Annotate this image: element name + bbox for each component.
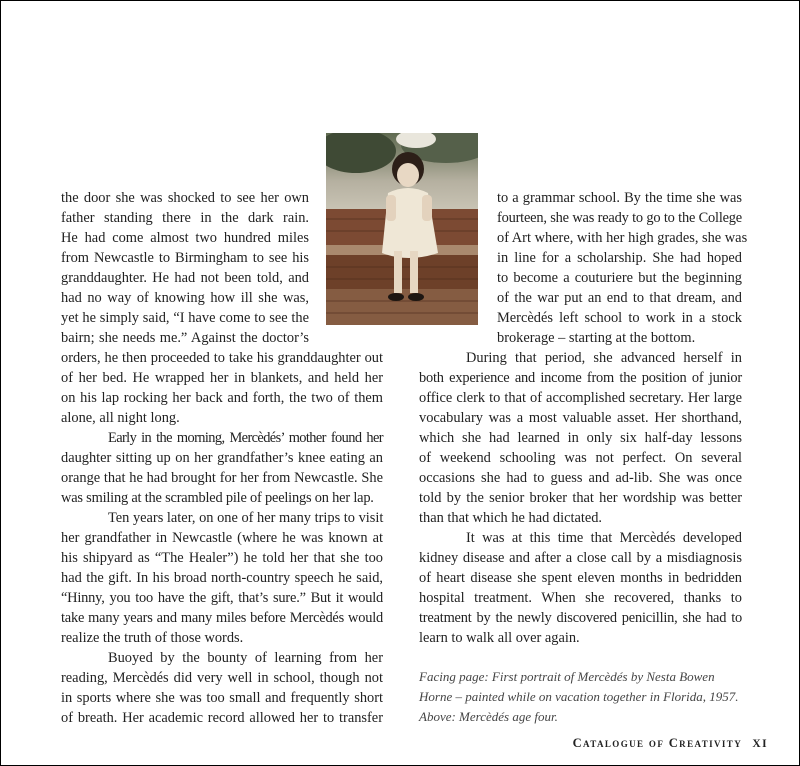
text-line: fourteen, she was ready to go to the College xyxy=(497,210,742,226)
photo-girl-age-four xyxy=(326,133,478,325)
text-line: than that which he had dictated. xyxy=(419,510,603,526)
paragraph-start: Early in the morning, Mercèdés’ mother found her xyxy=(108,430,383,446)
paragraph-start: It was at this time that Mercèdés developed xyxy=(466,530,742,546)
text-line: to become a couturiere but the beginning xyxy=(497,270,742,286)
text-line: alone, all night long. xyxy=(61,410,180,426)
text-line: of her bed. He wrapped her in blankets, and held her xyxy=(61,370,383,386)
text-line: vocabulary was a most valuable asset. Her shorthand, xyxy=(419,410,742,426)
text-line: granddaughter. He had not been told, and xyxy=(61,270,309,286)
page-footer xyxy=(573,736,768,751)
text-line: to a grammar school. By the time she was xyxy=(497,190,742,206)
text-line: occasions she had to guess and ad-lib. She was once xyxy=(419,470,742,486)
caption-line: Above: Mercèdés age four. xyxy=(419,709,558,724)
text-line: yet he simply said, “I have come to see the xyxy=(61,310,309,326)
text-line: told by the senior broker that her wordship was better xyxy=(419,490,742,506)
text-line: from Newcastle to Birmingham to see his xyxy=(61,250,309,266)
text-line: take many years and many miles before Mercèdés would xyxy=(61,610,383,626)
text-line: learn to walk all over again. xyxy=(419,630,580,646)
text-line: of breath. Her academic record allowed her to transfer xyxy=(61,710,383,726)
text-line: both experience and income from the position of junior xyxy=(419,370,742,386)
text-line: of heart disease she spent eleven months in bedridden xyxy=(419,570,742,586)
text-line: office clerk to that of accomplished secretary. Her large xyxy=(419,390,742,406)
text-line: “Hinny, you too have the gift, that’s sure.” But it would xyxy=(61,590,383,606)
text-line: of Art where, with her high grades, she was xyxy=(497,230,748,246)
book-title: Catalogue of Creativity xyxy=(572,736,743,750)
paragraph-start: Buoyed by the bounty of learning from her xyxy=(108,650,383,666)
caption-line: Facing page: First portrait of Mercèdés by Nesta Bowen xyxy=(419,669,715,684)
text-line: bairn; she needs me.” Against the doctor’s xyxy=(61,330,309,346)
text-line: his shipyard as “The Healer”) he told her that she too xyxy=(61,550,383,566)
text-line: daughter sitting up on her grandfather’s knee eating an xyxy=(61,450,383,466)
text-line: had the gift. In his broad north-country speech he said, xyxy=(61,570,383,586)
text-line: realize the truth of those words. xyxy=(61,630,244,646)
text-line: brokerage – starting at the bottom. xyxy=(497,330,696,346)
text-line: of weekend schooling was not perfect. On several xyxy=(419,450,742,466)
text-line: the door she was shocked to see her own xyxy=(61,190,309,206)
text-line: treatment by the newly discovered penicillin, she had to xyxy=(419,610,742,626)
text-line: orange that he had brought for her from Newcastle. She xyxy=(61,470,383,486)
text-line: Mercèdés left school to work in a stock xyxy=(497,310,742,326)
text-line: in sports where she was too small and frequently short xyxy=(61,690,383,706)
text-line: reading, Mercèdés did very well in school, though not xyxy=(61,670,383,686)
text-line: her grandfather in Newcastle (where he was known at xyxy=(61,530,383,546)
page-number: XI xyxy=(752,738,768,750)
text-line: which she had learned in only six half-day lessons xyxy=(419,430,742,446)
paragraph-start: Ten years later, on one of her many trips to visit xyxy=(108,510,384,526)
text-line: on his lap rocking her back and forth, the two of them xyxy=(61,390,383,406)
text-line: had no way of knowing how ill she was, xyxy=(61,290,309,306)
text-line: in line for a scholarship. She had hoped xyxy=(497,250,742,266)
text-line: was smiling at the scrambled pile of peelings on her lap. xyxy=(61,490,374,506)
text-line: father standing there in the dark rain. xyxy=(61,210,309,226)
text-line: kidney disease and after a close call by a misdiagnosis xyxy=(419,550,742,566)
text-line: He had come almost two hundred miles xyxy=(61,230,309,246)
text-line: orders, he then proceeded to take his granddaughter out xyxy=(61,350,383,366)
text-line: hospital treatment. When she recovered, thanks to xyxy=(419,590,742,606)
caption-line: Horne – painted while on vacation together in Florida, 1957. xyxy=(419,689,739,704)
text-line: of the war put an end to that dream, and xyxy=(497,290,742,306)
paragraph-start: During that period, she advanced herself in xyxy=(466,350,742,366)
